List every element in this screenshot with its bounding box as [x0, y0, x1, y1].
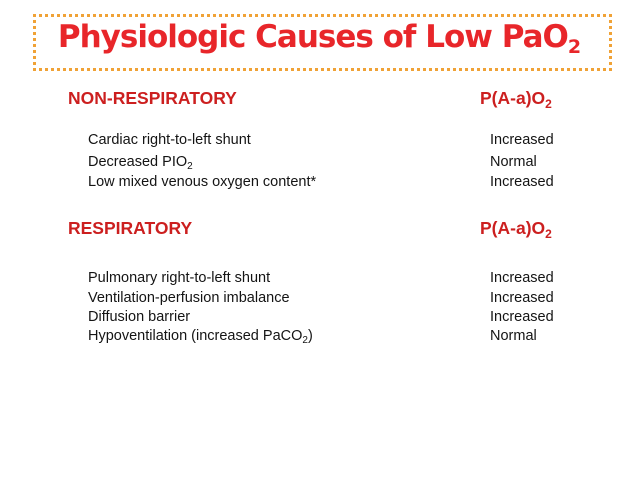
- column-label-p-a-a-o2: $P(A-a)O_2$: [480, 88, 552, 111]
- value-cell: Increased: [490, 132, 554, 148]
- cause-row: Ventilation-perfusion imbalance: [88, 290, 290, 306]
- section-heading-non-respiratory: NON-RESPIRATORY: [68, 88, 237, 108]
- cause-row: Pulmonary right-to-left shunt: [88, 270, 271, 286]
- column-label-p-a-a-o2: $P(A-a)O_2$: [480, 218, 552, 241]
- section-heading-respiratory: RESPIRATORY: [68, 218, 193, 238]
- value-cell: Increased: [490, 174, 554, 190]
- value-cell: Increased: [490, 270, 554, 286]
- value-cell: Increased: [490, 290, 554, 306]
- value-cell: Increased: [490, 309, 554, 325]
- value-cell: Normal: [490, 154, 537, 170]
- cause-row: Decreased $PIO_2$: [88, 154, 193, 172]
- cause-row: Hypoventilation (increased PaCO$_2$): [88, 328, 313, 346]
- cause-row: Low mixed venous oxygen content*: [88, 174, 317, 190]
- cause-row: Diffusion barrier: [88, 309, 191, 325]
- cause-row: Cardiac right-to-left shunt: [88, 132, 251, 148]
- slide-title: Physiologic Causes of Low PaO$_2$: [57, 19, 581, 58]
- value-cell: Normal: [490, 328, 537, 344]
